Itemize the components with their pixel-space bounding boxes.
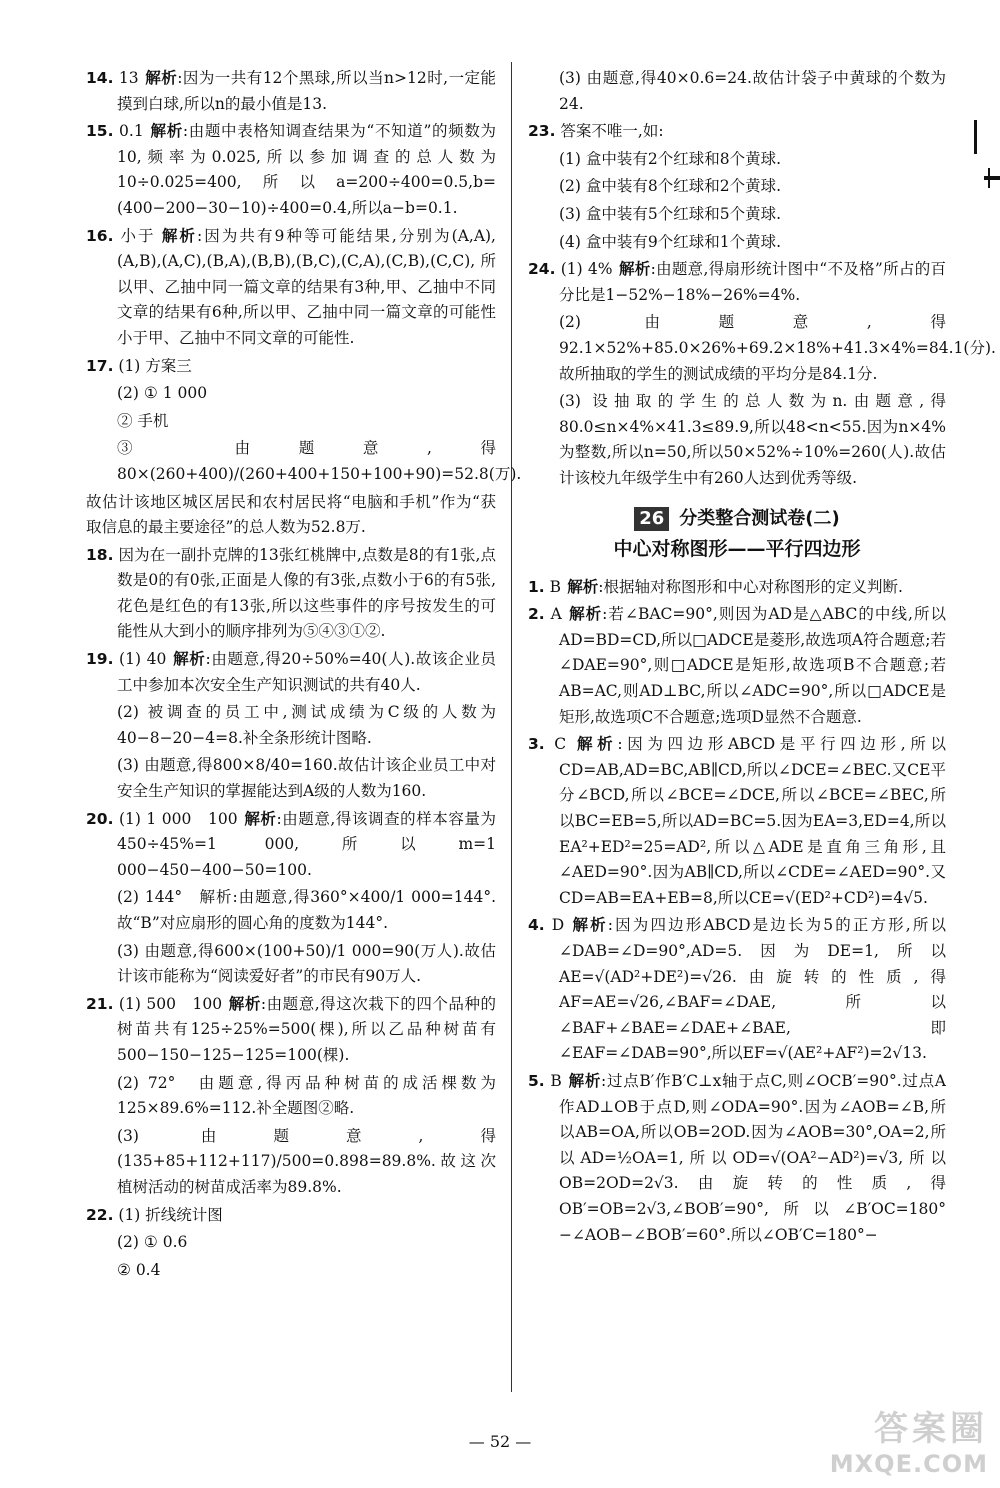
analysis-text: :由题中表格知调查结果为“不知道”的频数为10,频率为0.025,所以参加调查的总人数为10÷0.025=400,所以a=200÷400=0.5,b=(400−200−30−10)÷400=0.4,所以a−b=0.1. [117,122,496,217]
analysis-text: :因为四边形ABCD是边长为5的正方形,所以∠DAB=∠D=90°,AD=5.因为DE=1,所以AE=√(AD²+DE²)=√26.由旋转的性质,得AF=AE=√26,∠BAF=∠DAE,所以∠BAF+∠BAE=∠DAE+∠BAE,即∠EAF=∠DAB=90°,所以EF=√(AE²+AF²)=2√13. [559,916,946,1063]
sub-answer: (3) 设抽取的学生的总人数为n.由题意,得80.0≤n×4%×41.3≤89.9,所以48<n<55.因为n×4%为整数,所以n=50,所以50×52%÷10%=260(人).故估计该校九年级学生中有260人达到优秀等级. [559,392,946,487]
question-item [86,354,496,380]
question-number: 18. [86,545,114,564]
question-answer: (1) 500 100 [113,994,223,1013]
sub-answer: (2) 由题意,得92.1×52%+85.0×26%+69.2×18%+41.3×4%=84.1(分).故所抽取的学生的测试成绩的平均分是84.1分. [559,313,996,383]
question-number: 15. [86,122,114,141]
analysis-text: :由题意,得20÷50%=40(人).故该企业员工中参加本次安全生产知识测试的共有40人. [117,650,496,694]
question-answer: 因为在一副扑克牌的13张红桃牌中,点数是8的有1张,点数是0的有0张,正面是人像的有3张,点数小于6的有5张,花色是红色的有13张,所以这些事件的序号按发生的可能性从大到小的顺序排列为⑤④③①②. [113,545,496,641]
question-answer: B [544,577,562,596]
section-title-text: 分类整合测试卷(二) [679,507,840,529]
analysis-text: :因为一共有12个黑球,所以当n>12时,一定能摸到白球,所以n的最小值是13. [117,69,496,113]
right-column [528,66,996,1250]
analysis-text: :因为四边形ABCD是平行四边形,所以CD=AB,AD=BC,AB∥CD,所以∠DCE=∠BEC.又CE平分∠BCD,所以∠BCE=∠DCE,所以∠BCE=∠BEC,所以BC=EB=5,所以AD=BC=5.因为EA=3,ED=4,所以EA²+ED²=25=AD²,所以△ADE是直角三角形,且∠AED=90°.因为AB∥CD,所以∠CDE=∠AED=90°.又CD=AB=EA+EB=8,所以CE=√(ED²+CD²)=4√5. [559,735,946,907]
question-item [86,1203,496,1229]
right-column-bottom [528,575,946,1248]
question-item [86,807,496,884]
sub-answer: (3) 由题意,得40×0.6=24.故估计袋子中黄球的个数为24. [559,69,946,113]
question-answer: 0.1 [113,122,144,141]
question-number: 17. [86,356,114,375]
sub-answer: (2) ① 0.6 [117,1233,188,1252]
sub-answer: ② 0.4 [117,1260,161,1279]
question-number: 21. [86,994,114,1013]
analysis-text: :由题意,得这次栽下的四个品种的树苗共有125÷25%=500(棵),所以乙品种树苗有500−150−125−125=100(棵). [117,994,496,1064]
question-item [86,224,496,352]
analysis-label: 解析 [618,260,651,279]
analysis-text: :由题意,得该调查的样本容量为450÷45%=1 000,所以m=1 000−450−400−50=100. [117,809,496,879]
question-item [86,992,496,1069]
question-number: 20. [86,809,114,828]
scan-mark [988,168,990,188]
scan-mark [974,120,977,154]
question-number: 24. [528,260,556,279]
sub-answer: (2) 144° 解析:由题意,得360°×400/1 000=144°.故“B”对应扇形的圆心角的度数为144°. [117,888,496,932]
question-answer: (1) 40 [113,650,167,669]
question-number: 14. [86,69,114,87]
question-item [528,1069,946,1248]
question-number: 3. [528,735,545,754]
analysis-label: 解析 [161,226,197,245]
question-number: 2. [528,605,545,624]
question-number: 5. [528,1071,545,1090]
question-item [528,119,946,145]
question-number: 16. [86,226,114,245]
sub-answer: (4) 盒中装有9个红球和1个黄球. [559,232,782,251]
sub-answer: (3) 由题意,得800×8/40=160.故估计该企业员工中对安全生产知识的掌握能达到A级的人数为160. [117,756,496,801]
analysis-label: 解析 [567,577,599,596]
sub-answer: (2) 盒中装有8个红球和2个黄球. [559,177,782,196]
sub-answer: (3) 由题意,得600×(100+50)/1 000=90(万人).故估计该市能称为“阅读爱好者”的市民有90万人. [117,941,496,986]
sub-answer: (1) 盒中装有2个红球和8个黄球. [559,149,782,168]
analysis-text: :因为共有9种等可能结果,分别为(A,A),(A,B),(A,C),(B,A),(B,B),(B,C),(C,A),(C,B),(C,C),所以甲、乙抽中同一篇文章的结果有3种,甲、乙抽中不同文章的结果有6种,所以甲、乙抽中同一篇文章的可能性小于甲、乙抽中不同文章的可能性. [117,226,496,347]
question-item [528,732,946,911]
right-column-top [528,66,996,492]
analysis-text: :根据轴对称图形和中心对称图形的定义判断. [598,577,903,596]
analysis-text: :若∠BAC=90°,则因为AD是△ABC的中线,所以AD=BD=CD,所以□ADCE是菱形,故选项A符合题意;若∠DAE=90°,则□ADCE是矩形,故选项B不合题意;若AB=AC,则AD⊥BC,所以∠ADC=90°,所以□ADCE是矩形,故选项C不合题意;选项D显然不合题意. [559,605,946,726]
sub-answer: ③ 由题意,得80×(260+400)/(260+400+150+100+90)=52.8(万). [117,439,522,483]
question-item [528,913,946,1067]
question-answer: 答案不唯一,如: [555,122,664,141]
analysis-label: 解析 [570,916,608,935]
scan-mark [984,176,1000,180]
sub-answer: (2) 被调查的员工中,测试成绩为C级的人数为40−8−20−4=8.补全条形统计图略. [117,703,496,747]
section-subtitle: 中心对称图形——平行四边形 [613,538,861,561]
question-answer: (1) 方案三 [113,356,192,375]
question-answer: (1) 4% [555,260,613,279]
question-answer: 13 [113,69,139,87]
section-title [528,506,946,532]
question-answer: D [544,916,565,935]
question-item [86,66,496,117]
sub-answer: (3) 盒中装有5个红球和5个黄球. [559,204,782,223]
analysis-label: 解析 [228,994,261,1013]
question-answer: (1) 折线统计图 [113,1205,223,1224]
question-answer: C [544,735,567,754]
question-answer: 小于 [113,226,156,245]
question-item [528,602,946,730]
answer-text: 故估计该地区城区居民和农村居民将“电脑和手机”作为“获取信息的最主要途径”的总人数为52.8万. [86,492,496,537]
watermark-title: 答案圈 [874,1409,988,1449]
sub-answer: (2) 72° 由题意,得丙品种树苗的成活棵数为125×89.6%=112.补全题图②略. [117,1073,496,1118]
analysis-text: :过点B′作B′C⊥x轴于点C,则∠OCB′=90°.过点A作AD⊥OB于点D,则∠ODA=90°.因为∠AOB=∠B,所以AB=OA,所以OB=2OD.因为∠AOB=30°,OA=2,所以AD=½OA=1,所以OD=√(OA²−AD²)=√3,所以OB=2OD=2√3.由旋转的性质,得OB′=OB=2√3,∠BOB′=90°,所以∠B′OC=180°−∠AOB−∠BOB′=60°.所以∠OB′C=180°− [559,1071,946,1244]
question-number: 4. [528,916,545,935]
analysis-label: 解析 [144,69,178,87]
page-number: — 52 — [468,1432,532,1451]
question-number: 19. [86,650,114,669]
analysis-label: 解析 [149,122,183,141]
section-number-badge: 26 [634,507,669,531]
question-number: 23. [528,122,556,141]
question-item [86,119,496,221]
question-answer: B [544,1071,562,1090]
analysis-label: 解析 [567,1071,602,1090]
question-number: 1. [528,577,545,596]
analysis-label: 解析 [172,650,206,669]
question-item [86,647,496,698]
sub-answer: (3) 由题意,得(135+85+112+117)/500=0.898=89.8%.故这次植树活动的树苗成活率为89.8%. [117,1126,496,1196]
left-column [86,66,522,1285]
question-item [528,257,946,308]
question-answer: A [544,605,562,624]
analysis-label: 解析 [572,735,618,754]
analysis-label: 解析 [568,605,603,624]
question-answer: (1) 1 000 100 [113,809,238,828]
watermark-url: MXQE.COM [829,1450,988,1478]
column-divider [511,62,512,1392]
watermark-logo [830,1401,988,1478]
analysis-label: 解析 [243,809,277,828]
sub-answer: ② 手机 [117,411,169,430]
sub-answer: (2) ① 1 000 [117,384,208,403]
question-number: 22. [86,1205,114,1224]
question-item [86,543,496,645]
analysis-text: :由题意,得扇形统计图中“不及格”所占的百分比是1−52%−18%−26%=4%. [559,260,946,304]
question-item [528,575,946,601]
